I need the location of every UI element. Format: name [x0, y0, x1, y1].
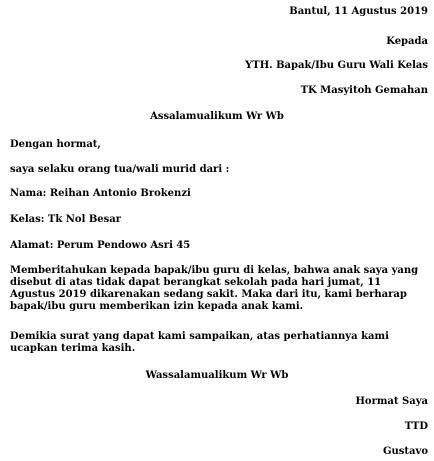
body-paragraph: Memberitahukan kepada bapak/ibu guru di kelas, bahwa anak saya yang disebut di atas tidak dapat berangkat sekolah pada hari jumat, 11 Agustus 2019 dikarenakan sedang sakit. Maka dari itu, kami berharap bapak/ibu guru memberikan izin kepada anak kami. [10, 265, 419, 312]
signature-mark: TTD [404, 421, 428, 432]
regards: Hormat Saya [355, 396, 428, 407]
school-name: TK Masyitoh Gemahan [300, 85, 428, 96]
closing-greeting: Wassalamualikum Wr Wb [145, 370, 289, 381]
salutation: Dengan hormat, [10, 139, 101, 150]
recipient-label: Kepada [386, 36, 428, 47]
intro-line: saya selaku orang tua/wali murid dari : [10, 164, 230, 175]
opening-greeting: Assalamualikum Wr Wb [150, 111, 284, 122]
signer-name: Gustavo [382, 446, 428, 457]
student-class: Kelas: Tk Nol Besar [10, 214, 122, 225]
student-name: Nama: Reihan Antonio Brokenzi [10, 188, 191, 199]
addressee: YTH. Bapak/Ibu Guru Wali Kelas [245, 60, 428, 71]
closing-paragraph: Demikia surat yang dapat kami sampaikan, atas perhatiannya kami ucapkan terima kasih. [10, 331, 389, 354]
place-date: Bantul, 11 Agustus 2019 [289, 6, 428, 17]
student-address: Alamat: Perum Pendowo Asri 45 [10, 240, 191, 251]
